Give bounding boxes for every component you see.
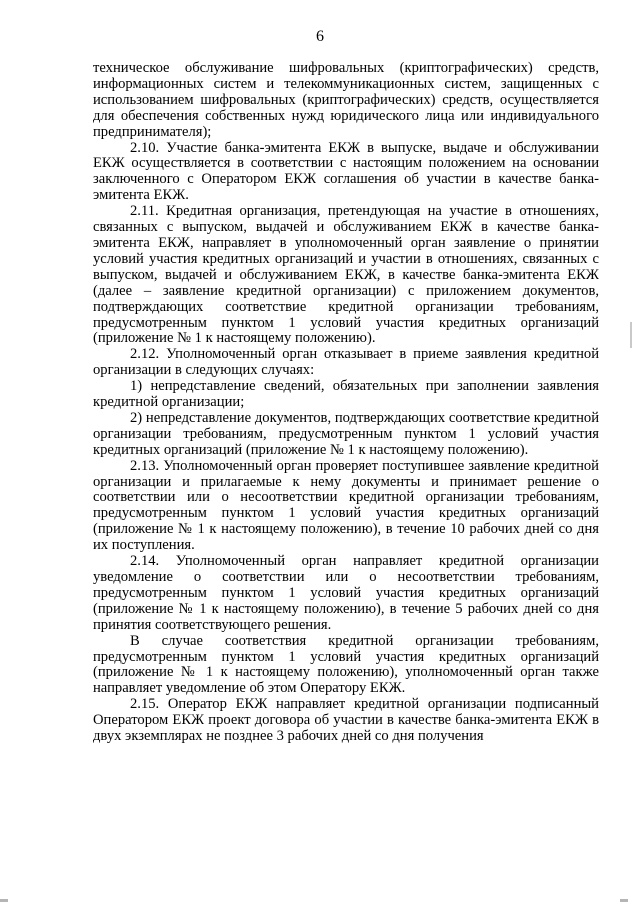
- scan-corner-mark: [0, 899, 8, 902]
- paragraph-2-15: 2.15. Оператор ЕКЖ направляет кредитной организации подписанный Оператором ЕКЖ проект договора об участии в качестве банка-эмитента ЕКЖ в двух экземплярах не позднее 3 рабочих дней со дня получения: [93, 696, 599, 745]
- scan-edge-mark: [630, 322, 632, 348]
- paragraph-continuation: техническое обслуживание шифровальных (криптографических) средств, информационных систем и телекоммуникационных систем, защищенных с использованием шифровальных (криптографических) средств, осуществляется для обеспечения собственных нужд юридического лица или индивидуального предпринимателя);: [93, 60, 599, 140]
- list-item-1: 1) непредставление сведений, обязательных при заполнении заявления кредитной организации;: [93, 378, 599, 411]
- paragraph-2-10: 2.10. Участие банка-эмитента ЕКЖ в выпуске, выдаче и обслуживании ЕКЖ осуществляется в соответствии с настоящим положением на основании заключенного с Оператором ЕКЖ соглашения об участии в качестве банка-эмитента ЕКЖ.: [93, 139, 599, 204]
- page-number: 6: [316, 28, 324, 45]
- paragraph-2-12: 2.12. Уполномоченный орган отказывает в приеме заявления кредитной организации в следующих случаях:: [93, 346, 599, 379]
- paragraph-2-14-addendum: В случае соответствия кредитной организации требованиям, предусмотренным пунктом 1 условий участия кредитных организаций (приложение № 1 к настоящему положению), уполномоченный орган также направляет уведомление об этом Оператору ЕКЖ.: [93, 632, 599, 697]
- paragraph-2-14: 2.14. Уполномоченный орган направляет кредитной организации уведомление о соответствии или о несоответствии требованиям, предусмотренным пунктом 1 условий участия кредитных организаций (приложение № 1 к настоящему положению), в течение 5 рабочих дней со дня принятия соответствующего решения.: [93, 553, 599, 633]
- list-item-2: 2) непредставление документов, подтверждающих соответствие кредитной организации требованиям, предусмотренным пунктом 1 условий участия кредитных организаций (приложение № 1 к настоящему положению).: [93, 409, 599, 458]
- scan-corner-mark: [620, 899, 628, 902]
- document-body: [93, 61, 599, 745]
- paragraph-2-11: 2.11. Кредитная организация, претендующая на участие в отношениях, связанных с выпуском, выдачей и обслуживанием ЕКЖ в качестве банка-эмитента ЕКЖ, направляет в уполномоченный орган заявление о принятии условий участия кредитных организаций и участии в отношениях, связанных с выпуском, выдачей и обслуживанием ЕКЖ, в качестве банка-эмитента ЕКЖ (далее – заявление кредитной организации) с приложением документов, подтверждающих соответствие кредитной организации требованиям, предусмотренным пунктом 1 условий участия кредитных организаций (приложение № 1 к настоящему положению).: [93, 203, 599, 347]
- paragraph-2-13: 2.13. Уполномоченный орган проверяет поступившее заявление кредитной организации и прилагаемые к нему документы и принимает решение о соответствии или о несоответствии кредитной организации требованиям, предусмотренным пунктом 1 условий участия кредитных организаций (приложение № 1 к настоящему положению), в течение 10 рабочих дней со дня их поступления.: [93, 457, 599, 554]
